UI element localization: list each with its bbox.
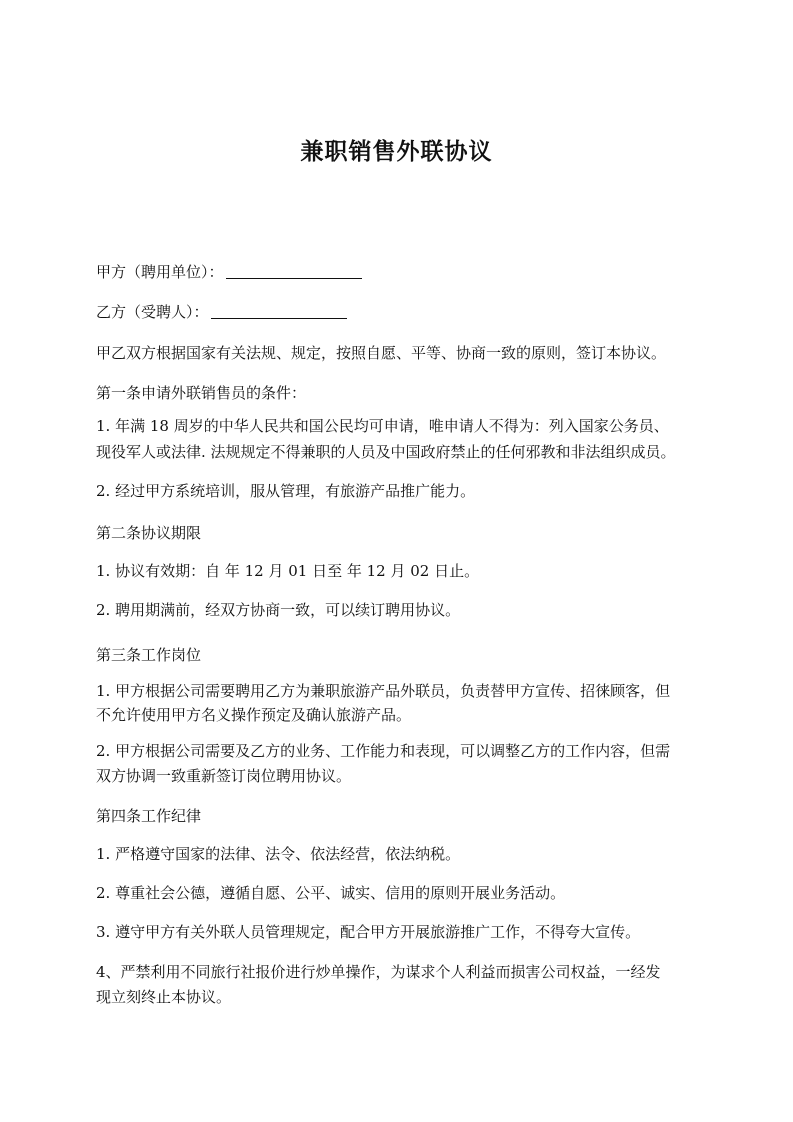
section3-heading: 第三条工作岗位 xyxy=(96,646,202,664)
document-title: 兼职销售外联协议 xyxy=(300,139,493,165)
section4-item1: 1. 严格遵守国家的法律、法令、依法经营，依法纳税。 xyxy=(96,845,461,863)
section2-item2: 2. 聘用期满前，经双方协商一致，可以续订聘用协议。 xyxy=(96,601,461,619)
section4-item3: 3. 遵守甲方有关外联人员管理规定，配合甲方开展旅游推广工作，不得夸大宣传。 xyxy=(96,923,641,941)
section3-item2-line1: 2. 甲方根据公司需要及乙方的业务、工作能力和表现，可以调整乙方的工作内容，但需 xyxy=(96,742,671,760)
party-a-blank xyxy=(226,264,362,279)
section1-item2: 2. 经过甲方系统培训，服从管理，有旅游产品推广能力。 xyxy=(96,482,476,500)
intro-paragraph: 甲乙双方根据国家有关法规、规定，按照自愿、平等、协商一致的原则，签订本协议。 xyxy=(96,344,667,362)
party-a-line xyxy=(96,262,706,282)
party-b-line xyxy=(96,302,706,322)
section2-heading: 第二条协议期限 xyxy=(96,524,202,542)
section1-heading: 第一条申请外联销售员的条件： xyxy=(96,384,307,402)
section1-item1-line1: 1. 年满 18 周岁的中华人民共和国公民均可申请，唯申请人不得为：列入国家公务员、 xyxy=(96,417,669,435)
section3-item1-line1: 1. 甲方根据公司需要聘用乙方为兼职旅游产品外联员，负责替甲方宣传、招徕顾客，但 xyxy=(96,682,671,700)
section3-item2-line2: 双方协调一致重新签订岗位聘用协议。 xyxy=(96,767,352,785)
section1-item1-line2: 现役军人或法律. 法规规定不得兼职的人员及中国政府禁止的任何邪教和非法组织成员。 xyxy=(96,443,676,461)
section3-item1-line2: 不允许使用甲方名义操作预定及确认旅游产品。 xyxy=(96,706,412,724)
section2-item1: 1. 协议有效期：自 年 12 月 01 日至 年 12 月 02 日止。 xyxy=(96,562,480,580)
party-b-label: 乙方（受聘人）： xyxy=(96,303,209,321)
section4-item4-line2: 现立刻终止本协议。 xyxy=(96,988,232,1006)
party-b-blank xyxy=(211,304,347,319)
section4-item2: 2. 尊重社会公德，遵循自愿、公平、诚实、信用的原则开展业务活动。 xyxy=(96,884,566,902)
party-a-label: 甲方（聘用单位）： xyxy=(96,263,224,281)
section4-item4-line1: 4、严禁利用不同旅行社报价进行炒单操作，为谋求个人利益而损害公司权益，一经发 xyxy=(96,963,661,981)
section4-heading: 第四条工作纪律 xyxy=(96,807,202,825)
